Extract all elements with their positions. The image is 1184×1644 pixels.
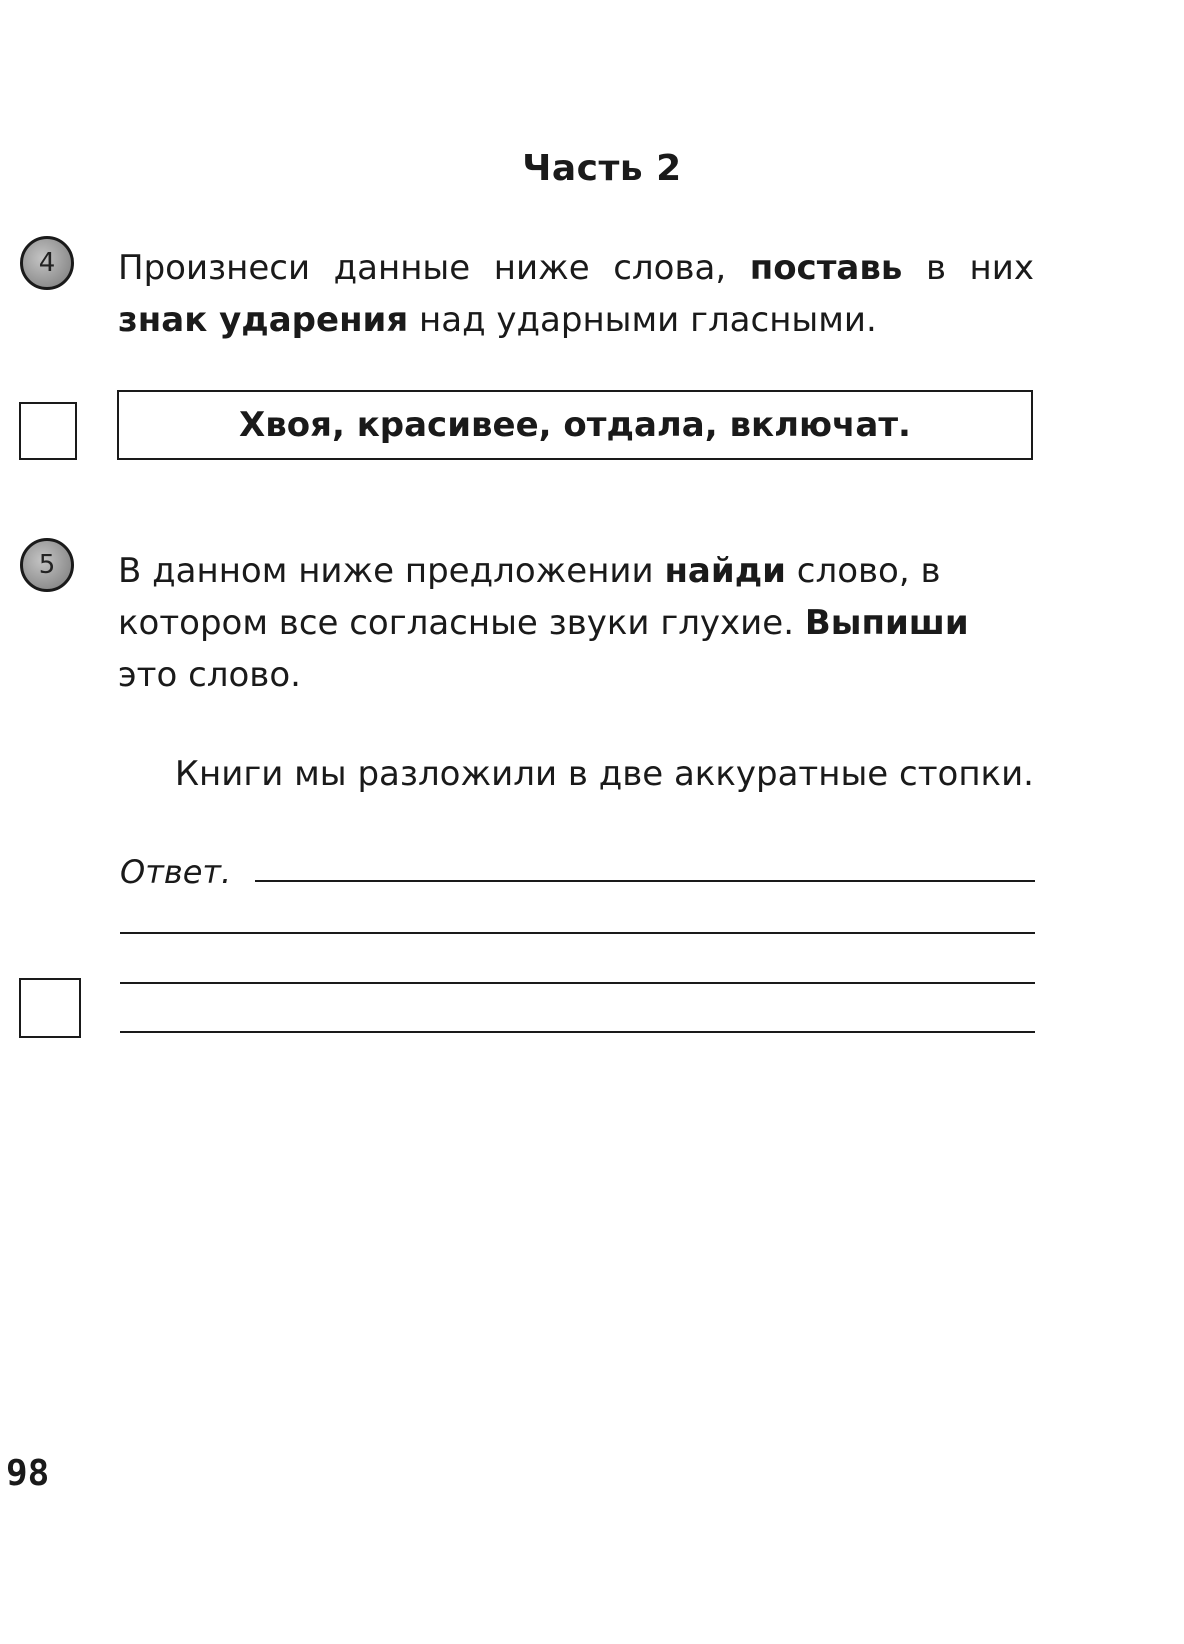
task4-text-3: над ударными гласными. <box>408 300 877 340</box>
task5-score-box[interactable] <box>19 978 81 1038</box>
task4-words: Хвоя, красивее, отдала, включат. <box>239 405 911 445</box>
answer-line-3[interactable] <box>120 982 1035 984</box>
task4-bold-2: знак ударения <box>118 300 409 340</box>
task5-text-3: это слово. <box>118 655 301 695</box>
task-number-5: 5 <box>38 550 56 580</box>
part-title: Часть 2 <box>522 148 682 189</box>
task5-sentence: Книги мы разложили в две аккуратные стопки. <box>174 754 1034 794</box>
answer-line-2[interactable] <box>120 932 1035 934</box>
task4-word-frame <box>117 390 1033 460</box>
page-number: 98 <box>6 1453 50 1494</box>
task4-text-1: Произнеси данные ниже слова, <box>118 248 750 288</box>
answer-line-1[interactable] <box>255 880 1035 882</box>
task4-score-box[interactable] <box>19 402 77 460</box>
task5-text-2: слово, в котором все согласные звуки глухие. <box>118 551 941 643</box>
task4-bold-1: поставь <box>749 248 903 288</box>
task4-instruction <box>118 242 1034 346</box>
task4-text-2: в них <box>902 248 1035 288</box>
task5-bold-2: Выпиши <box>804 603 969 643</box>
task5-instruction <box>118 545 1034 701</box>
task5-bold-1: найди <box>664 551 786 591</box>
answer-line-4[interactable] <box>120 1031 1035 1033</box>
answer-label: Ответ. <box>120 853 232 891</box>
task-number-badge-4 <box>20 236 74 290</box>
task5-text-1: В данном ниже предложении <box>118 551 665 591</box>
task-number-4: 4 <box>38 248 56 278</box>
task-number-badge-5 <box>20 538 74 592</box>
